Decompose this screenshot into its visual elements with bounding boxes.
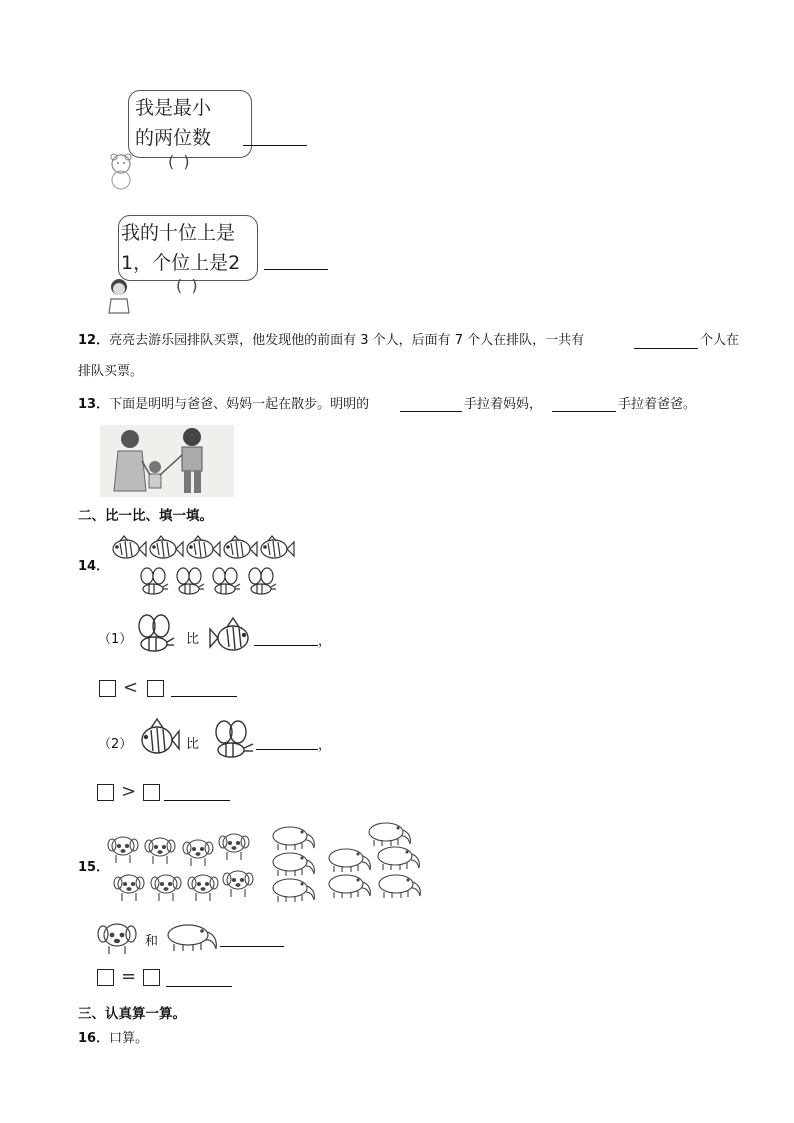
q14-number: 14． (78, 559, 110, 574)
bubble1-line2: 的两位数 (135, 127, 212, 149)
q15-box-right[interactable] (143, 969, 160, 986)
q12-after-blank: 个人在 (700, 333, 740, 348)
bubble1-line1: 我是最小 (135, 97, 212, 119)
bubble1-paren: ( ) (168, 152, 192, 171)
elephant-icon (164, 922, 218, 952)
q14-part1-blank[interactable] (254, 645, 318, 646)
q15-elephant (164, 922, 218, 956)
q14-part1-box-left[interactable] (99, 680, 116, 697)
q14-part2-comma: ， (318, 738, 332, 753)
q14-part2-fish (135, 718, 179, 766)
q14-part2-bee (211, 720, 255, 768)
q14-part1-box-right[interactable] (147, 680, 164, 697)
q14-less-than-sign: < (123, 677, 139, 698)
bubble2-paren: ( ) (176, 276, 200, 295)
family-walking-image (100, 425, 234, 497)
dog-group (106, 833, 256, 911)
q14-part2-answer-blank[interactable] (164, 800, 230, 801)
q13-blank-2[interactable] (552, 411, 616, 412)
q14-part2-compare: 比 (186, 737, 200, 752)
q15-answer-blank[interactable] (166, 986, 232, 987)
bubble2-line2: 1，个位上是2 (121, 252, 241, 274)
bee-icons (138, 567, 288, 599)
q14-part1-fish (209, 616, 253, 662)
fish-icons (110, 533, 295, 565)
q12-answer-blank[interactable] (634, 348, 698, 349)
q13-text-b: 手拉着妈妈， (464, 397, 543, 412)
q15-blank[interactable] (220, 946, 284, 947)
q15-equal-sign: = (121, 966, 137, 987)
q13-number: 13． (78, 397, 110, 412)
q13-text-c: 手拉着爸爸。 (618, 397, 697, 412)
elephant-icons (270, 824, 430, 910)
elephant-group (270, 824, 430, 914)
question-16 (78, 1029, 148, 1049)
q12-number: 12． (78, 333, 110, 348)
q14-part1-answer-blank[interactable] (171, 696, 237, 697)
q15-number: 15． (78, 860, 110, 875)
bee-icon (135, 614, 175, 658)
q14-part1-comma: ， (318, 634, 332, 649)
q14-part2-box-right[interactable] (143, 784, 160, 801)
fish-row (110, 533, 295, 569)
speech-bubble-2 (118, 215, 258, 281)
bee-row (138, 567, 288, 603)
q15-and-word: 和 (145, 934, 159, 949)
fish-icon (135, 718, 179, 762)
bubble2-line1: 我的十位上是 (121, 222, 236, 244)
q13-blank-1[interactable] (400, 411, 462, 412)
section-3-title: 三、认真算一算。 (78, 1006, 186, 1022)
speech-bubble-1 (128, 90, 252, 158)
q14-part1-label: （1） (98, 632, 133, 647)
bear-figure (106, 152, 136, 190)
girl-icon (105, 277, 133, 317)
bee-icon (211, 720, 255, 764)
girl-figure (105, 277, 133, 317)
q14-part2-blank[interactable] (256, 749, 318, 750)
section-2-title: 二、比一比、填一填。 (78, 508, 213, 524)
q14-part1-bee (135, 614, 175, 662)
q16-number: 16． (78, 1031, 110, 1046)
question-13 (78, 395, 369, 415)
q15-dog (96, 920, 138, 960)
q12-text-line1: 亮亮去游乐园排队买票，他发现他的前面有 3 个人，后面有 7 个人在排队，一共有 (109, 333, 585, 348)
family-icon (100, 425, 234, 497)
bubble2-answer-blank[interactable] (264, 269, 328, 270)
q14-part2-label: （2） (98, 737, 133, 752)
bear-icon (106, 152, 136, 190)
q14-greater-than-sign: > (121, 781, 137, 802)
q13-text-a: 下面是明明与爸爸、妈妈一起在散步。明明的 (109, 397, 370, 412)
fish-icon (209, 616, 253, 658)
q14-part1-compare: 比 (186, 632, 200, 647)
bubble1-answer-blank[interactable] (243, 145, 307, 146)
dog-icons (106, 833, 256, 907)
q16-text: 口算。 (109, 1031, 149, 1046)
dog-icon (96, 920, 138, 956)
q14-part2-box-left[interactable] (97, 784, 114, 801)
q12-text-line2: 排队买票。 (78, 364, 144, 379)
q15-box-left[interactable] (97, 969, 114, 986)
